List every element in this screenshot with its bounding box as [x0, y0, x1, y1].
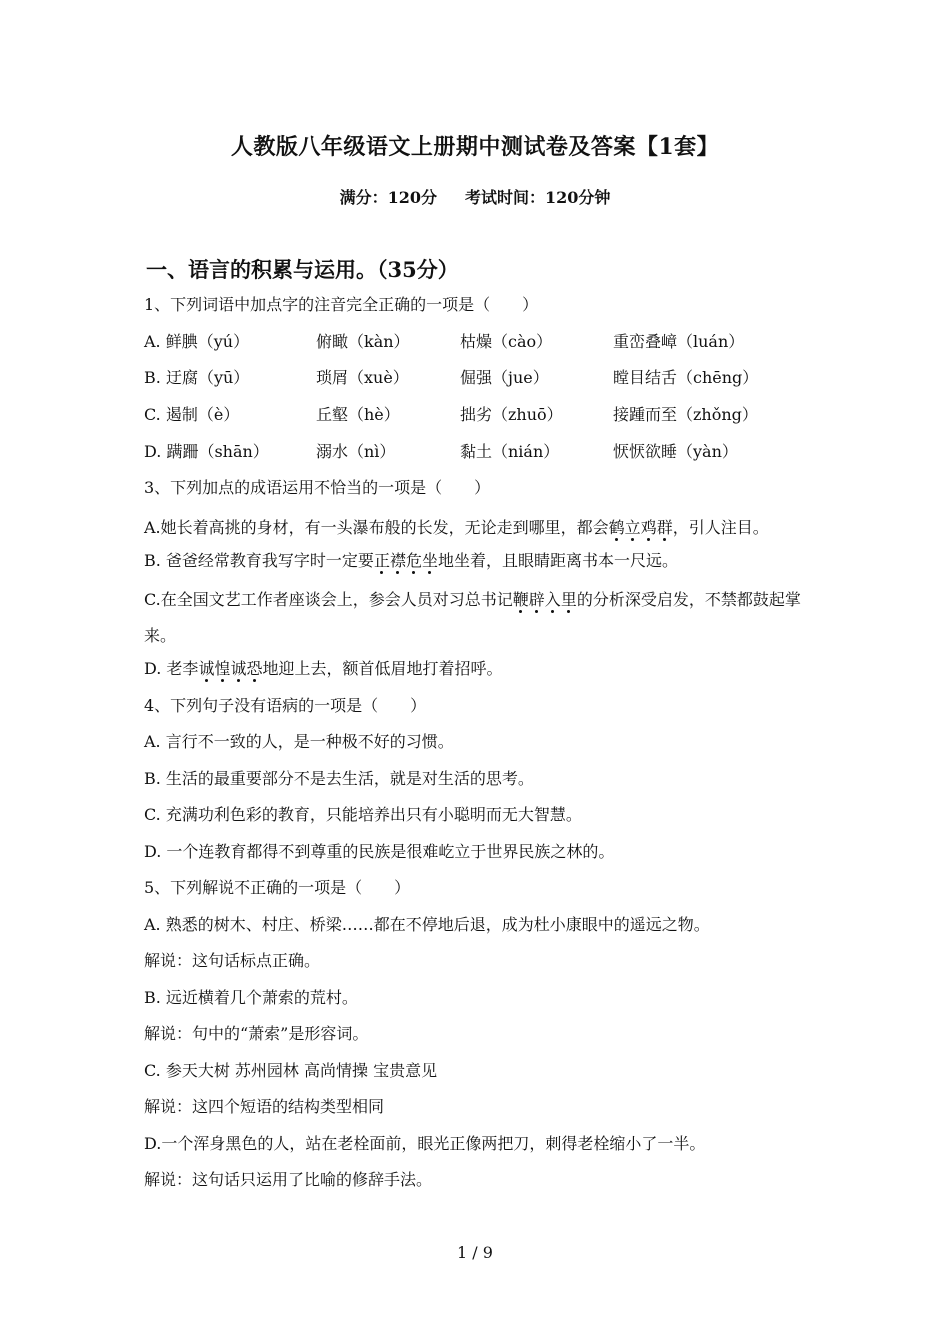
q1-option-b: [144, 363, 814, 400]
option-item: 溺水（nì）: [316, 441, 396, 461]
exam-info: [0, 185, 950, 208]
option-item: 重峦叠嶂（luán）: [613, 331, 745, 351]
option-item: 蹒跚（shān）: [166, 441, 269, 461]
page-number: 1 / 9: [457, 1243, 493, 1262]
q1-option-c: [144, 400, 814, 437]
option-text: A.她长着高挑的身材，有一头瀑布般的长发，无论走到哪里，都会: [144, 517, 609, 537]
q1-option-a: [144, 327, 814, 364]
option-item: 接踵而至（zhǒng）: [613, 404, 758, 424]
option-item: 迂腐（yū）: [165, 368, 250, 388]
option-item: 恹恹欲睡（yàn）: [613, 441, 738, 461]
q5-option-d: D.一个浑身黑色的人，站在老栓面前，眼光正像两把刀，刺得老栓缩小了一半。: [144, 1133, 706, 1153]
option-item: 黏土（nián）: [460, 441, 560, 461]
q1-option-d: [144, 437, 814, 474]
option-item: 俯瞰（kàn）: [316, 331, 410, 351]
option-text: 地坐着，且眼睛距离书本一尺远。: [438, 550, 679, 570]
option-text: ，引人注目。: [672, 517, 769, 537]
option-item: 遏制（è）: [165, 404, 240, 424]
q4-option-b: B. 生活的最重要部分不是去生活，就是对生活的思考。: [144, 768, 534, 788]
option-label: B.: [144, 368, 166, 388]
q5-explanation-d: 解说：这句话只运用了比喻的修辞手法。: [144, 1170, 433, 1190]
option-label: A.: [144, 331, 166, 351]
exam-time: 考试时间：120分钟: [465, 188, 611, 207]
option-item: 鲜腆（yú）: [165, 331, 250, 351]
question-3-stem: 3、下列加点的成语运用不恰当的一项是（ ）: [144, 478, 491, 498]
option-label: C.: [144, 404, 166, 424]
exam-title: 人教版八年级语文上册期中测试卷及答案【1套】: [230, 134, 720, 160]
option-item: 倔强（jue）: [460, 368, 549, 388]
q5-explanation-c: 解说：这四个短语的结构类型相同: [144, 1097, 385, 1117]
q5-explanation-b: 解说：句中的“萧索”是形容词。: [144, 1024, 369, 1044]
option-text: C.在全国文艺工作者座谈会上，参会人员对习总书记: [144, 590, 513, 610]
option-item: 琐屑（xuè）: [316, 368, 409, 388]
q5-option-b: B. 远近横着几个萧索的荒村。: [144, 987, 358, 1007]
option-item: 瞠目结舌（chēng）: [613, 368, 759, 388]
dotted-idiom: 正襟危坐: [373, 550, 438, 570]
question-4-stem: 4、下列句子没有语病的一项是（ ）: [144, 695, 427, 715]
q3-option-a: [144, 510, 814, 546]
q5-option-a: A. 熟悉的树木、村庄、桥梁……都在不停地后退，成为杜小康眼中的遥远之物。: [144, 914, 710, 934]
option-label: D.: [144, 441, 167, 461]
q3-option-c: [144, 582, 814, 654]
option-item: 枯燥（cào）: [460, 331, 553, 351]
question-5-stem: 5、下列解说不正确的一项是（ ）: [144, 878, 411, 898]
dotted-idiom: 诚惶诚恐: [198, 659, 263, 679]
question-content: [144, 290, 814, 1202]
q5-option-c: C. 参天大树 苏州园林 高尚情操 宝贵意见: [144, 1060, 438, 1080]
question-1-stem: 1、下列词语中加点字的注音完全正确的一项是（ ）: [144, 295, 539, 314]
q3-option-b: [144, 546, 814, 583]
q4-option-c: C. 充满功利色彩的教育，只能培养出只有小聪明而无大智慧。: [144, 805, 582, 825]
dotted-idiom: 鞭辟入里: [512, 590, 577, 610]
option-item: 丘壑（hè）: [316, 404, 400, 424]
option-text: 地迎上去，额首低眉地打着招呼。: [262, 659, 503, 679]
option-text: D. 老李: [144, 659, 199, 679]
q4-option-d: D. 一个连教育都得不到尊重的民族是很难屹立于世界民族之林的。: [144, 841, 615, 861]
full-score: 满分：120分: [339, 188, 437, 207]
q4-option-a: A. 言行不一致的人，是一种极不好的习惯。: [144, 732, 454, 752]
option-text: 的分析深受启发，不禁都鼓起掌来。: [144, 590, 801, 646]
q3-option-d: [144, 654, 814, 691]
option-text: B. 爸爸经常教育我写字时一定要: [144, 550, 374, 570]
section-title: 一、语言的积累与运用。（35分）: [146, 257, 459, 282]
q5-explanation-a: 解说：这句话标点正确。: [144, 951, 321, 971]
dotted-idiom: 鹤立鸡群: [608, 517, 673, 537]
option-item: 拙劣（zhuō）: [460, 404, 563, 424]
